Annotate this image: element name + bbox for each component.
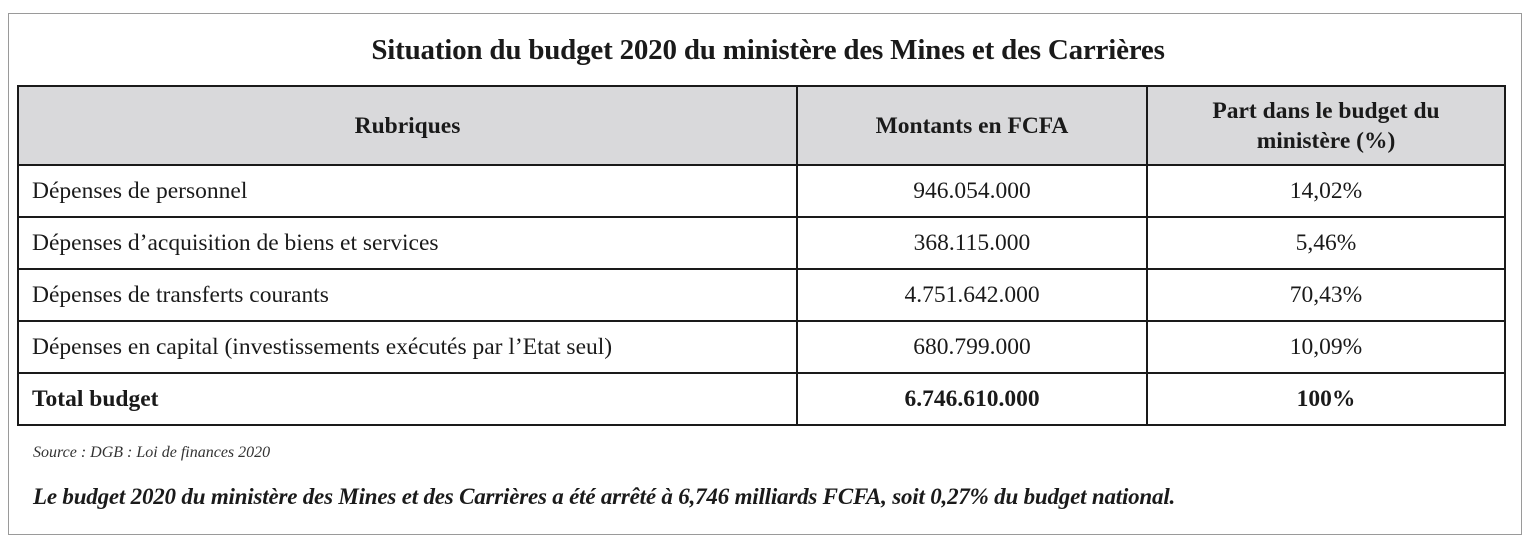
row-amount: 368.115.000 bbox=[797, 217, 1147, 269]
row-label: Dépenses d’acquisition de biens et services bbox=[18, 217, 797, 269]
total-share: 100% bbox=[1147, 373, 1505, 425]
row-label: Dépenses en capital (investissements exécutés par l’Etat seul) bbox=[18, 321, 797, 373]
row-amount: 680.799.000 bbox=[797, 321, 1147, 373]
row-share: 5,46% bbox=[1147, 217, 1505, 269]
row-amount: 4.751.642.000 bbox=[797, 269, 1147, 321]
table-row bbox=[18, 217, 1505, 269]
budget-table bbox=[17, 85, 1506, 426]
source-note: Source : DGB : Loi de finances 2020 bbox=[33, 444, 271, 461]
row-label: Dépenses de transferts courants bbox=[18, 269, 797, 321]
summary-note: Le budget 2020 du ministère des Mines et des Carrières a été arrêté à 6,746 milliards FCFA, soit 0,27% du budget national. bbox=[33, 484, 1176, 509]
header-montants: Montants en FCFA bbox=[797, 86, 1147, 165]
row-share: 70,43% bbox=[1147, 269, 1505, 321]
row-share: 14,02% bbox=[1147, 165, 1505, 217]
row-share: 10,09% bbox=[1147, 321, 1505, 373]
total-amount: 6.746.610.000 bbox=[797, 373, 1147, 425]
table-header-row bbox=[18, 86, 1505, 165]
table-row bbox=[18, 165, 1505, 217]
table-row bbox=[18, 269, 1505, 321]
table-title: Situation du budget 2020 du ministère des Mines et des Carrières bbox=[371, 34, 1165, 66]
header-part: Part dans le budget du ministère (%) bbox=[1147, 86, 1505, 165]
total-row bbox=[18, 373, 1505, 425]
table-row bbox=[18, 321, 1505, 373]
row-amount: 946.054.000 bbox=[797, 165, 1147, 217]
row-label: Dépenses de personnel bbox=[18, 165, 797, 217]
header-rubriques: Rubriques bbox=[18, 86, 797, 165]
total-label: Total budget bbox=[18, 373, 797, 425]
